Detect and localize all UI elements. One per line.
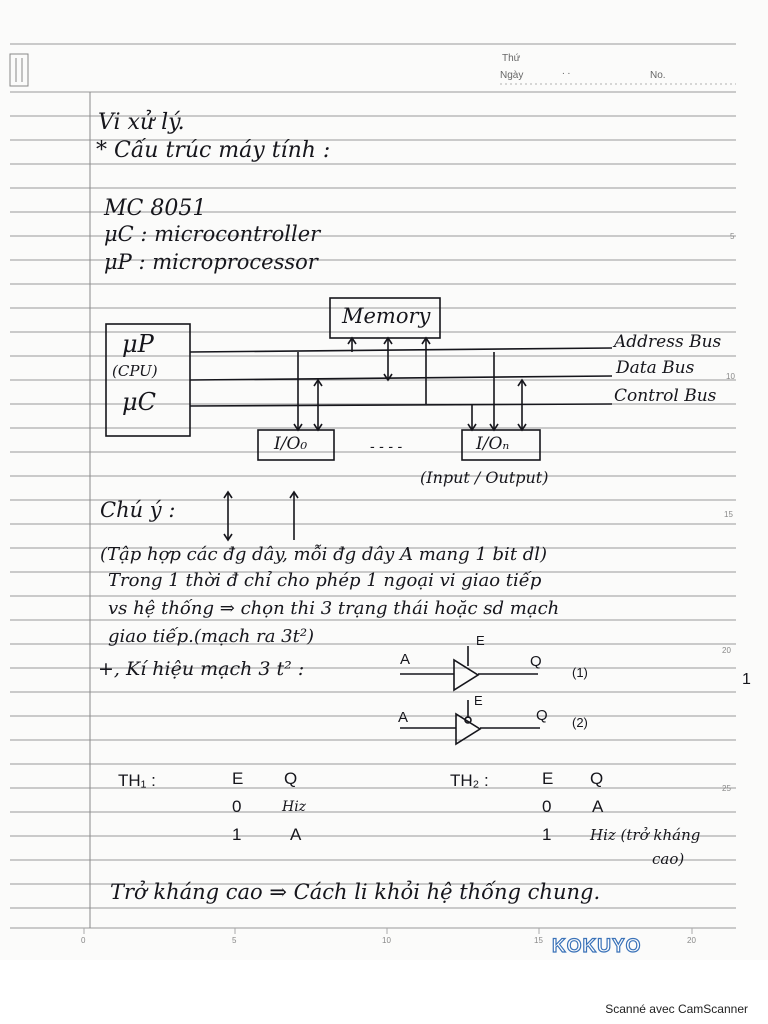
header-dots: . . [562,66,571,77]
scanner-footer: Scanné avec CamScanner [605,1002,748,1016]
t1-row1-e: 0 [232,797,242,816]
line-number: 15 [724,510,733,519]
t2-header-e: E [542,769,554,788]
io-dots: - - - - [370,439,403,455]
conclusion-text: Trở kháng cao ⇒ Cách li khỏi hệ thống chung. [110,880,601,904]
ruler-number: 15 [534,936,543,945]
note-mc8051: MC 8051 [104,196,207,221]
margin-mark: 1 [742,671,751,688]
control-bus-label: Control Bus [614,386,717,406]
note-subtitle: * Cấu trúc máy tính : [96,138,331,163]
truth-table-1-title: TH₁ : [118,771,156,790]
data-bus-line [190,376,612,380]
gate1-e: E [476,633,485,648]
t2-row2-q: Hiz (trở kháng [590,826,701,844]
note-line-2: Trong 1 thời đ chỉ cho phép 1 ngoại vi giao tiếp [108,570,542,591]
t1-header-q: Q [284,769,298,788]
t1-row2-e: 1 [232,825,242,844]
note-title: Vi xử lý. [98,110,185,135]
memory-label: Memory [342,304,431,328]
note-line-1: (Tập hợp các đg dây, mỗi đg dây A mang 1 bit dl) [100,544,548,565]
address-bus-label: Address Bus [614,332,722,352]
cpu-label-cpu: (CPU) [112,362,158,380]
t2-row1-q: A [592,797,604,816]
t1-row1-q: Hiz [282,799,307,815]
line-number: 20 [722,646,731,655]
ruler-number: 20 [687,936,696,945]
header-no: No. [650,70,666,81]
data-bus-label: Data Bus [616,358,695,378]
t2-row2-q-cont: cao) [652,850,685,868]
ion-label: I/Oₙ [476,434,510,454]
note-line-4: giao tiếp.(mạch ra 3t²) [108,626,315,647]
t1-header-e: E [232,769,244,788]
note-chu-y: Chú ý : [100,498,176,522]
ruler-number: 10 [382,936,391,945]
gate1-a: A [400,651,411,668]
cpu-label-uc: μC [122,388,156,416]
io0-label: I/O₀ [274,434,308,454]
gate2-a: A [398,709,409,726]
t2-row1-e: 0 [542,797,552,816]
note-up: μP : microprocessor [104,250,318,274]
gate2-q: Q [536,707,548,724]
note-uc: μC : microcontroller [104,222,321,246]
truth-table-2-title: TH₂ : [450,771,489,790]
note-line-5: +, Kí hiệu mạch 3 t² : [98,658,305,680]
t2-row2-e: 1 [542,825,552,844]
t1-row2-q: A [290,825,302,844]
header-ngay: Ngày [500,70,524,81]
ruler-number: 5 [232,936,237,945]
ruler-number: 0 [81,936,86,945]
cpu-label-up: μP [122,330,154,358]
line-number: 25 [722,784,731,793]
address-bus-line [190,348,612,352]
io-caption: (Input / Output) [420,468,549,487]
gate1-q: Q [530,653,542,670]
gate2-index: (2) [572,715,588,730]
header-thu: Thứ [502,53,521,64]
note-line-3: vs hệ thống ⇒ chọn thi 3 trạng thái hoặc sd mạch [108,598,560,619]
control-bus-line [190,404,612,406]
gate2-e: E [474,693,483,708]
gate1-index: (1) [572,665,588,680]
line-number: 5 [730,232,735,241]
t2-header-q: Q [590,769,604,788]
line-number: 10 [726,372,735,381]
kokuyo-logo: KOKUYO [552,936,642,957]
